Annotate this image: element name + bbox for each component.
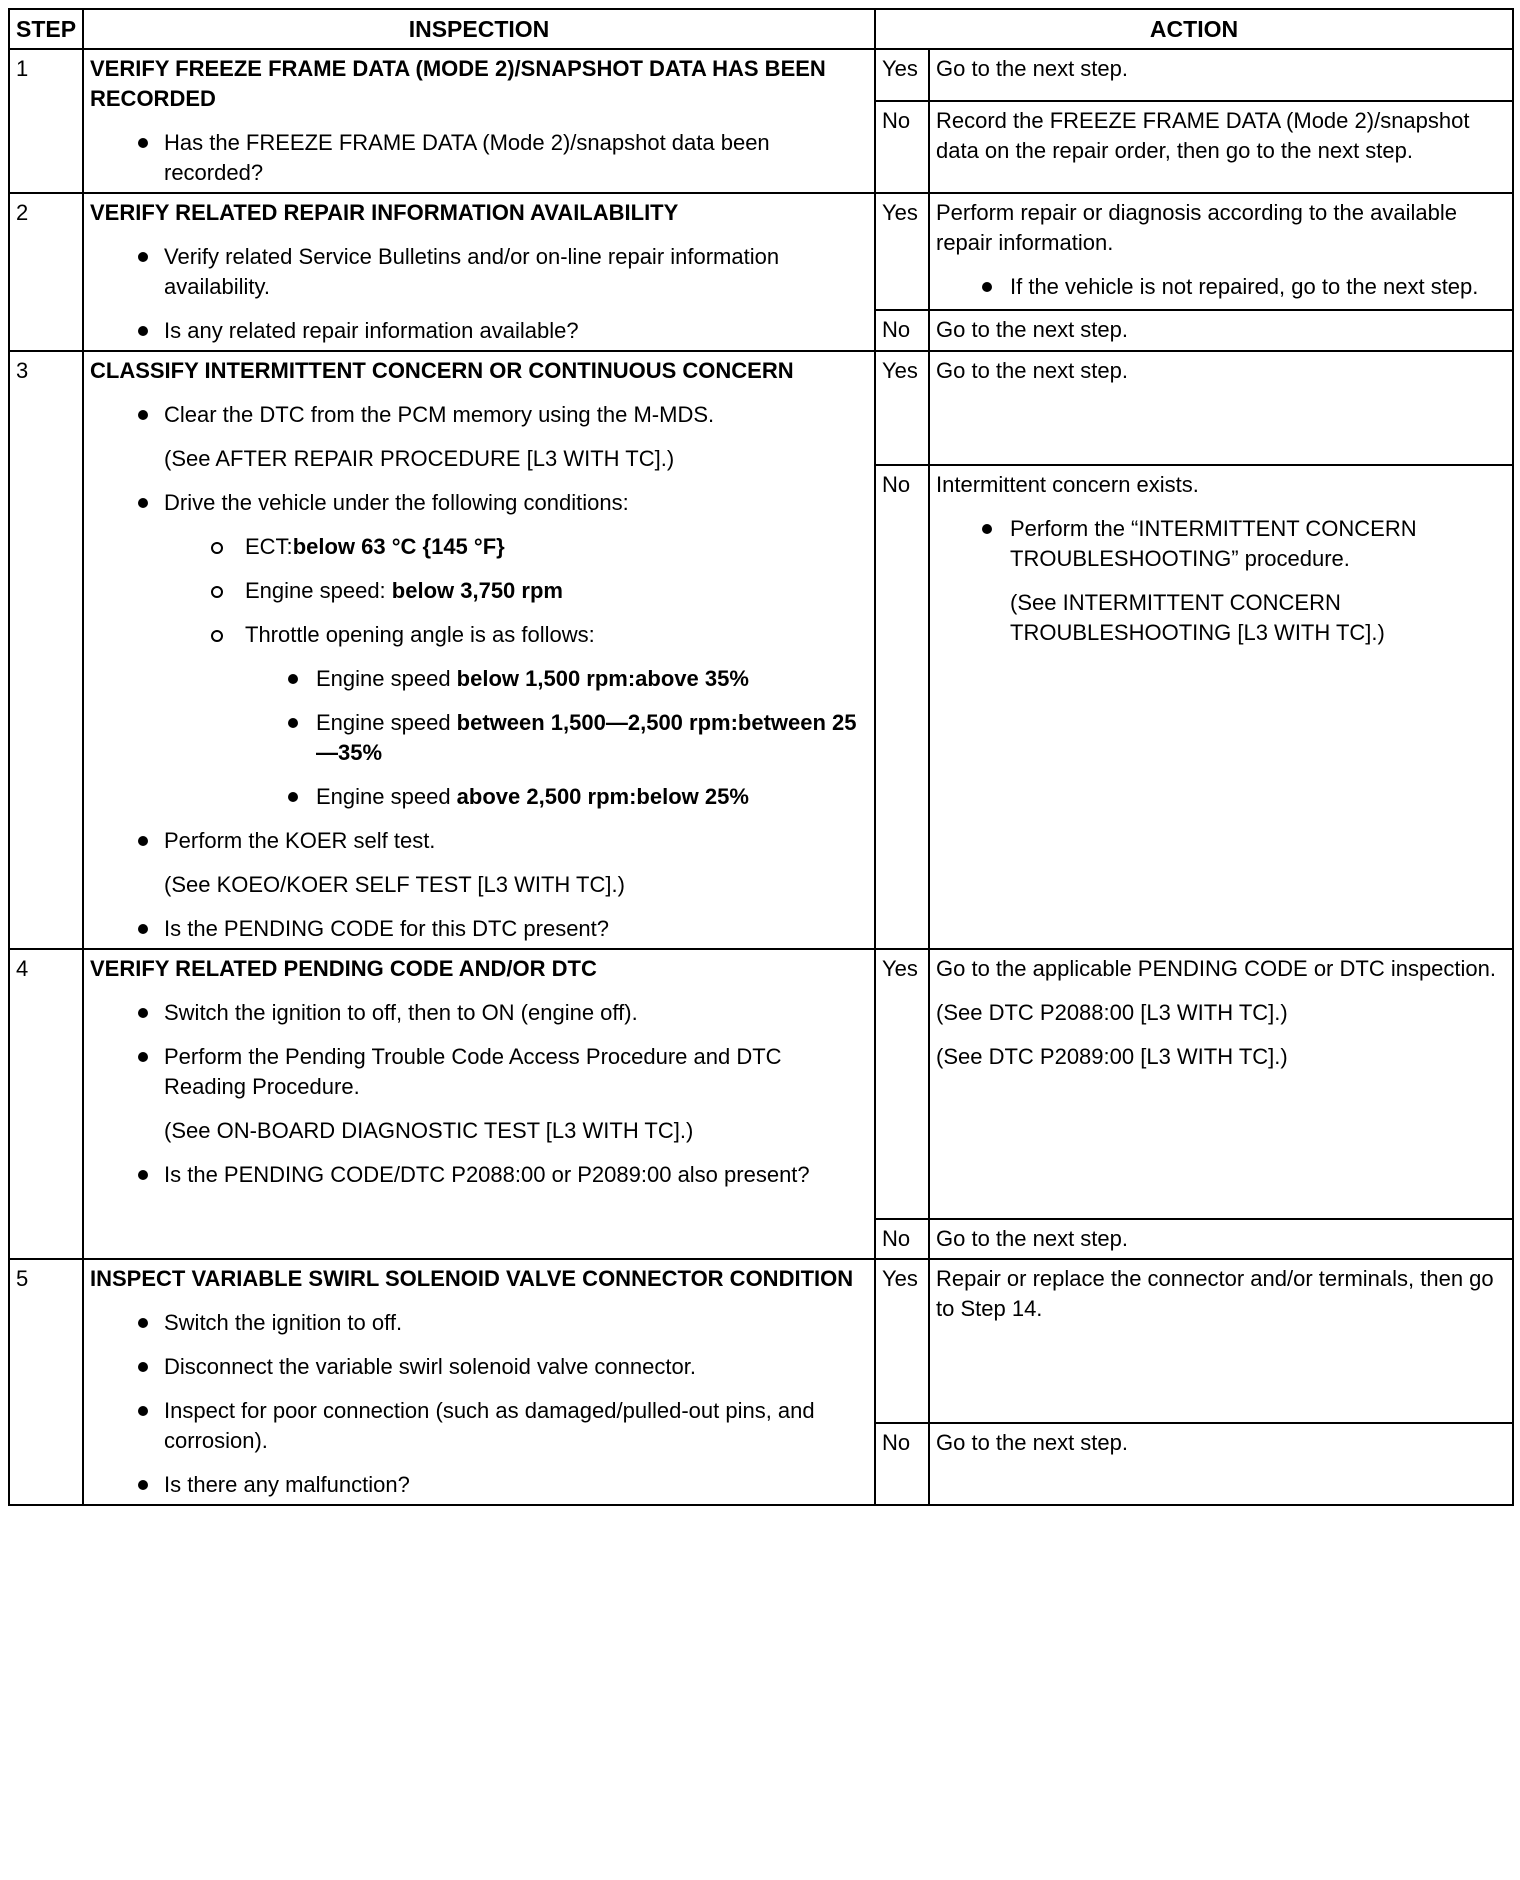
condition-label: ECT: — [245, 534, 293, 559]
yes-label: Yes — [875, 193, 929, 310]
no-action: Go to the next step. — [929, 310, 1513, 351]
no-action: Go to the next step. — [929, 1219, 1513, 1259]
yes-action: Go to the next step. — [929, 49, 1513, 101]
list-item: Perform the “INTERMITTENT CONCERN TROUBLESHOOTING” procedure. — [936, 514, 1506, 574]
list-item — [90, 576, 868, 606]
step-number: 2 — [9, 193, 83, 351]
reference-note: (See INTERMITTENT CONCERN TROUBLESHOOTING [L3 WITH TC].) — [1010, 590, 1385, 645]
list-item: Inspect for poor connection (such as damaged/pulled-out pins, and corrosion). — [90, 1396, 868, 1456]
list-item — [90, 532, 868, 562]
action-list — [936, 272, 1506, 302]
no-label: No — [875, 101, 929, 193]
condition-label: Engine speed: — [245, 578, 392, 603]
yes-action-cell — [929, 193, 1513, 310]
list-item — [90, 664, 868, 694]
list-item — [90, 708, 868, 768]
list-item: Is the PENDING CODE/DTC P2088:00 or P2089:00 also present? — [90, 1160, 868, 1190]
list-item: Perform the Pending Trouble Code Access Procedure and DTC Reading Procedure. — [90, 1042, 868, 1102]
yes-action: Go to the next step. — [929, 351, 1513, 465]
yes-label: Yes — [875, 49, 929, 101]
inspection-list — [90, 914, 868, 944]
inspection-cell — [83, 1259, 875, 1505]
inspection-cell — [83, 49, 875, 193]
yes-action-cell — [929, 949, 1513, 1219]
condition-value: below 63 °C {145 °F} — [292, 534, 505, 559]
inspection-list — [90, 242, 868, 346]
table-row — [9, 351, 1513, 465]
list-item: Is any related repair information available? — [90, 316, 868, 346]
step-number: 1 — [9, 49, 83, 193]
inspection-list — [90, 488, 868, 856]
step-number: 4 — [9, 949, 83, 1259]
list-item: Throttle opening angle is as follows: — [90, 620, 868, 650]
list-item: Switch the ignition to off. — [90, 1308, 868, 1338]
table-row — [9, 949, 1513, 1219]
list-item — [90, 782, 868, 812]
list-item: Clear the DTC from the PCM memory using the M-MDS. — [90, 400, 868, 430]
list-item: Drive the vehicle under the following conditions: — [90, 488, 868, 518]
condition-label: Engine speed — [316, 784, 457, 809]
inspection-list — [90, 128, 868, 188]
table-row — [9, 1259, 1513, 1423]
table-row — [9, 193, 1513, 310]
action-list — [936, 514, 1506, 574]
no-action: Go to the next step. — [929, 1423, 1513, 1505]
reference-note: (See KOEO/KOER SELF TEST [L3 WITH TC].) — [164, 872, 625, 897]
header-step: STEP — [9, 9, 83, 49]
list-item: Is there any malfunction? — [90, 1470, 868, 1500]
step-title: VERIFY RELATED PENDING CODE AND/OR DTC — [90, 956, 597, 981]
diagnostic-table — [8, 8, 1514, 1506]
header-inspection: INSPECTION — [83, 9, 875, 49]
step-title: INSPECT VARIABLE SWIRL SOLENOID VALVE CONNECTOR CONDITION — [90, 1266, 854, 1291]
no-label: No — [875, 1219, 929, 1259]
condition-label: Engine speed — [316, 666, 457, 691]
yes-action: Repair or replace the connector and/or terminals, then go to Step 14. — [929, 1259, 1513, 1423]
yes-label: Yes — [875, 949, 929, 1219]
no-action-cell — [929, 465, 1513, 949]
list-item: Disconnect the variable swirl solenoid valve connector. — [90, 1352, 868, 1382]
inspection-list — [90, 998, 868, 1102]
reference-note: (See DTC P2088:00 [L3 WITH TC].) — [936, 1000, 1288, 1025]
reference-note: (See DTC P2089:00 [L3 WITH TC].) — [936, 1044, 1288, 1069]
list-item: Is the PENDING CODE for this DTC present? — [90, 914, 868, 944]
no-label: No — [875, 1423, 929, 1505]
reference-note: (See AFTER REPAIR PROCEDURE [L3 WITH TC].) — [164, 446, 675, 471]
step-number: 3 — [9, 351, 83, 949]
table-row — [9, 49, 1513, 101]
list-item: Has the FREEZE FRAME DATA (Mode 2)/snapshot data been recorded? — [90, 128, 868, 188]
step-number: 5 — [9, 1259, 83, 1505]
condition-label: Engine speed — [316, 710, 457, 735]
list-item: Switch the ignition to off, then to ON (engine off). — [90, 998, 868, 1028]
no-action: Intermittent concern exists. — [936, 472, 1199, 497]
no-label: No — [875, 465, 929, 949]
yes-label: Yes — [875, 351, 929, 465]
yes-action: Perform repair or diagnosis according to the available repair information. — [936, 200, 1457, 255]
reference-note: (See ON-BOARD DIAGNOSTIC TEST [L3 WITH TC].) — [164, 1118, 694, 1143]
condition-value: between 1,500—2,500 rpm:between 25—35% — [316, 710, 857, 765]
list-item: Verify related Service Bulletins and/or on-line repair information availability. — [90, 242, 868, 302]
condition-value: below 1,500 rpm:above 35% — [456, 666, 749, 691]
list-item: If the vehicle is not repaired, go to the next step. — [936, 272, 1506, 302]
condition-value: below 3,750 rpm — [391, 578, 563, 603]
inspection-cell — [83, 193, 875, 351]
step-title: VERIFY RELATED REPAIR INFORMATION AVAILABILITY — [90, 200, 679, 225]
yes-label: Yes — [875, 1259, 929, 1423]
no-label: No — [875, 310, 929, 351]
header-action: ACTION — [875, 9, 1513, 49]
inspection-list — [90, 1308, 868, 1500]
inspection-list — [90, 400, 868, 430]
inspection-cell — [83, 351, 875, 949]
step-title: VERIFY FREEZE FRAME DATA (MODE 2)/SNAPSHOT DATA HAS BEEN RECORDED — [90, 56, 826, 111]
list-item: Perform the KOER self test. — [90, 826, 868, 856]
table-header-row — [9, 9, 1513, 49]
inspection-cell — [83, 949, 875, 1259]
no-action: Record the FREEZE FRAME DATA (Mode 2)/snapshot data on the repair order, then go to the next step. — [929, 101, 1513, 193]
condition-value: above 2,500 rpm:below 25% — [456, 784, 749, 809]
inspection-list — [90, 1160, 868, 1190]
yes-action: Go to the applicable PENDING CODE or DTC inspection. — [936, 956, 1497, 981]
step-title: CLASSIFY INTERMITTENT CONCERN OR CONTINUOUS CONCERN — [90, 358, 794, 383]
